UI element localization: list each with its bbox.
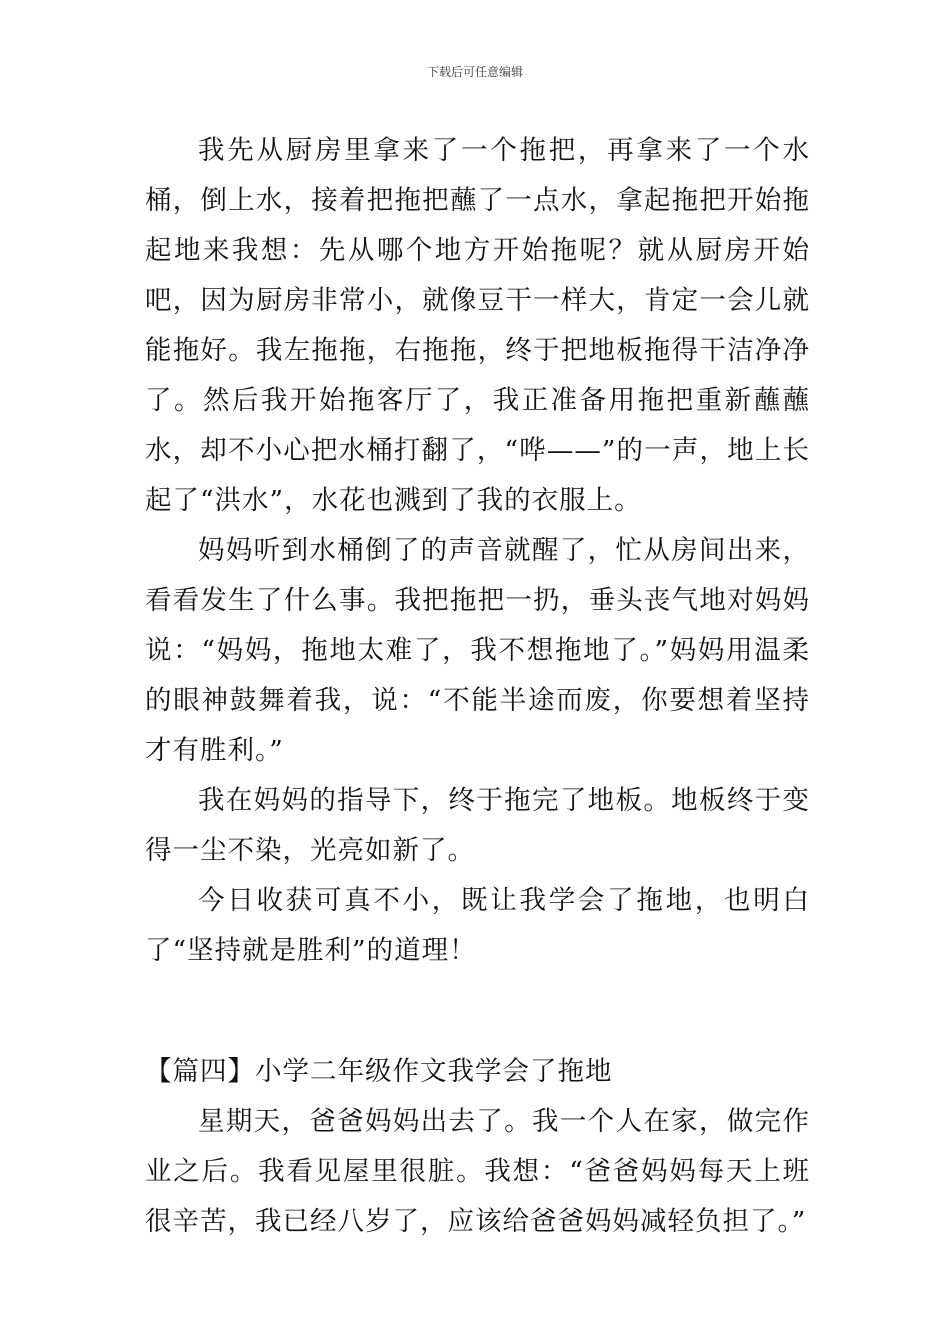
section-spacer xyxy=(145,976,810,1047)
paragraph-sunday-alone: 星期天，爸爸妈妈出去了。我一个人在家，做完作业之后。我看见屋里很脏。我想：“爸爸妈妈每天上班很辛苦，我已经八岁了，应该给爸爸妈妈减轻负担了。” xyxy=(145,1106,810,1237)
section-heading: 【篇四】小学二年级作文我学会了拖地 xyxy=(145,1056,613,1087)
document-body xyxy=(145,126,810,1247)
paragraph-mopping-kitchen: 我先从厨房里拿来了一个拖把，再拿来了一个水桶，倒上水，接着把拖把蘸了一点水，拿起拖把开始拖起地来我想：先从哪个地方开始拖呢？就从厨房开始吧，因为厨房非常小，就像豆干一样大，肯定一会儿就能拖好。我左拖拖，右拖拖，终于把地板拖得干洁净净了。然后我开始拖客厅了，我正准备用拖把重新蘸蘸水，却不小心把水桶打翻了，“哗——”的一声，地上长起了“洪水”，水花也溅到了我的衣服上。 xyxy=(145,135,810,516)
paragraph-conclusion: 今日收获可真不小，既让我学会了拖地，也明白了“坚持就是胜利”的道理！ xyxy=(145,885,810,966)
paragraph-mother-encourages: 妈妈听到水桶倒了的声音就醒了，忙从房间出来，看看发生了什么事。我把拖把一扔，垂头丧气地对妈妈说：“妈妈，拖地太难了，我不想拖地了。”妈妈用温柔的眼神鼓舞着我，说：“不能半途而废，你要想着坚持才有胜利。” xyxy=(145,535,810,766)
paragraph-finished-floor: 我在妈妈的指导下，终于拖完了地板。地板终于变得一尘不染，光亮如新了。 xyxy=(145,785,810,866)
page-header: 下载后可任意编辑 xyxy=(426,65,523,79)
